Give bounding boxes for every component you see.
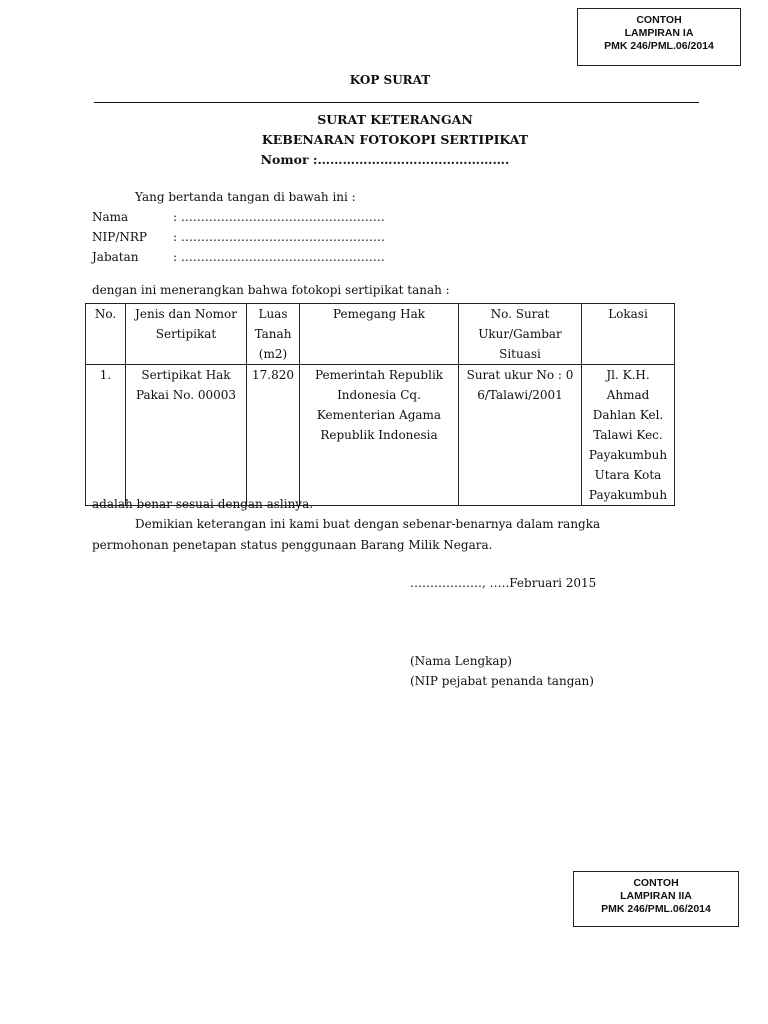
date-line: ………………, …..Februari 2015: [410, 576, 597, 590]
cell-surat-ukur: Surat ukur No : 06/Talawi/2001: [459, 365, 582, 506]
field-value-nama: : ……………………………………………: [173, 210, 385, 224]
header-surat-ukur: No. Surat Ukur/Gambar Situasi: [459, 304, 582, 365]
doc-number: Nomor :……………………………………….: [260, 152, 510, 167]
stamp-bottom-line3: PMK 246/PML.06/2014: [601, 903, 711, 915]
closing-text-2: permohonan penetapan status penggunaan Barang Milik Negara.: [92, 538, 493, 552]
field-label-jabatan: Jabatan: [92, 250, 139, 264]
field-label-nama: Nama: [92, 210, 129, 224]
stamp-top-line3: PMK 246/PML.06/2014: [604, 40, 714, 52]
field-label-nip: NIP/NRP: [92, 230, 147, 244]
statement-text: dengan ini menerangkan bahwa fotokopi sertipikat tanah :: [92, 283, 450, 297]
header-pemegang: Pemegang Hak: [300, 304, 459, 365]
stamp-top-line1: CONTOH: [636, 14, 682, 26]
header-jenis: Jenis dan Nomor Sertipikat: [126, 304, 247, 365]
cell-no: 1.: [86, 365, 126, 506]
doc-title: SURAT KETERANGAN: [317, 112, 473, 127]
field-value-jabatan: : ……………………………………………: [173, 250, 385, 264]
header-rule: [94, 102, 699, 103]
stamp-top-line2: LAMPIRAN IA: [624, 27, 694, 39]
header-luas: Luas Tanah (m2): [247, 304, 300, 365]
doc-subtitle: KEBENARAN FOTOKOPI SERTIPIKAT: [261, 132, 529, 147]
cell-jenis: Sertipikat Hak Pakai No. 00003: [126, 365, 247, 506]
stamp-top: [577, 8, 741, 66]
header-no: No.: [86, 304, 126, 365]
stamp-bottom: [573, 871, 739, 927]
table-header-row: [86, 304, 675, 365]
intro-text: Yang bertanda tangan di bawah ini :: [135, 190, 356, 204]
field-value-nip: : ……………………………………………: [173, 230, 385, 244]
cell-luas: 17.820: [247, 365, 300, 506]
confirmation-text: adalah benar sesuai dengan aslinya.: [92, 497, 314, 511]
cell-lokasi: Jl. K.H. Ahmad Dahlan Kel. Talawi Kec. Payakumbuh Utara Kota Payakumbuh: [582, 365, 675, 506]
certificate-table: [85, 303, 675, 506]
signatory-name: (Nama Lengkap): [410, 654, 512, 668]
closing-text-1: Demikian keterangan ini kami buat dengan sebenar-benarnya dalam rangka: [135, 517, 601, 531]
header-lokasi: Lokasi: [582, 304, 675, 365]
table-row: [86, 365, 675, 506]
stamp-bottom-line1: CONTOH: [633, 877, 679, 889]
kop-surat: KOP SURAT: [349, 73, 431, 87]
cell-pemegang: Pemerintah Republik Indonesia Cq. Kementerian Agama Republik Indonesia: [300, 365, 459, 506]
signatory-nip: (NIP pejabat penanda tangan): [410, 674, 594, 688]
stamp-bottom-line2: LAMPIRAN IIA: [620, 890, 692, 902]
